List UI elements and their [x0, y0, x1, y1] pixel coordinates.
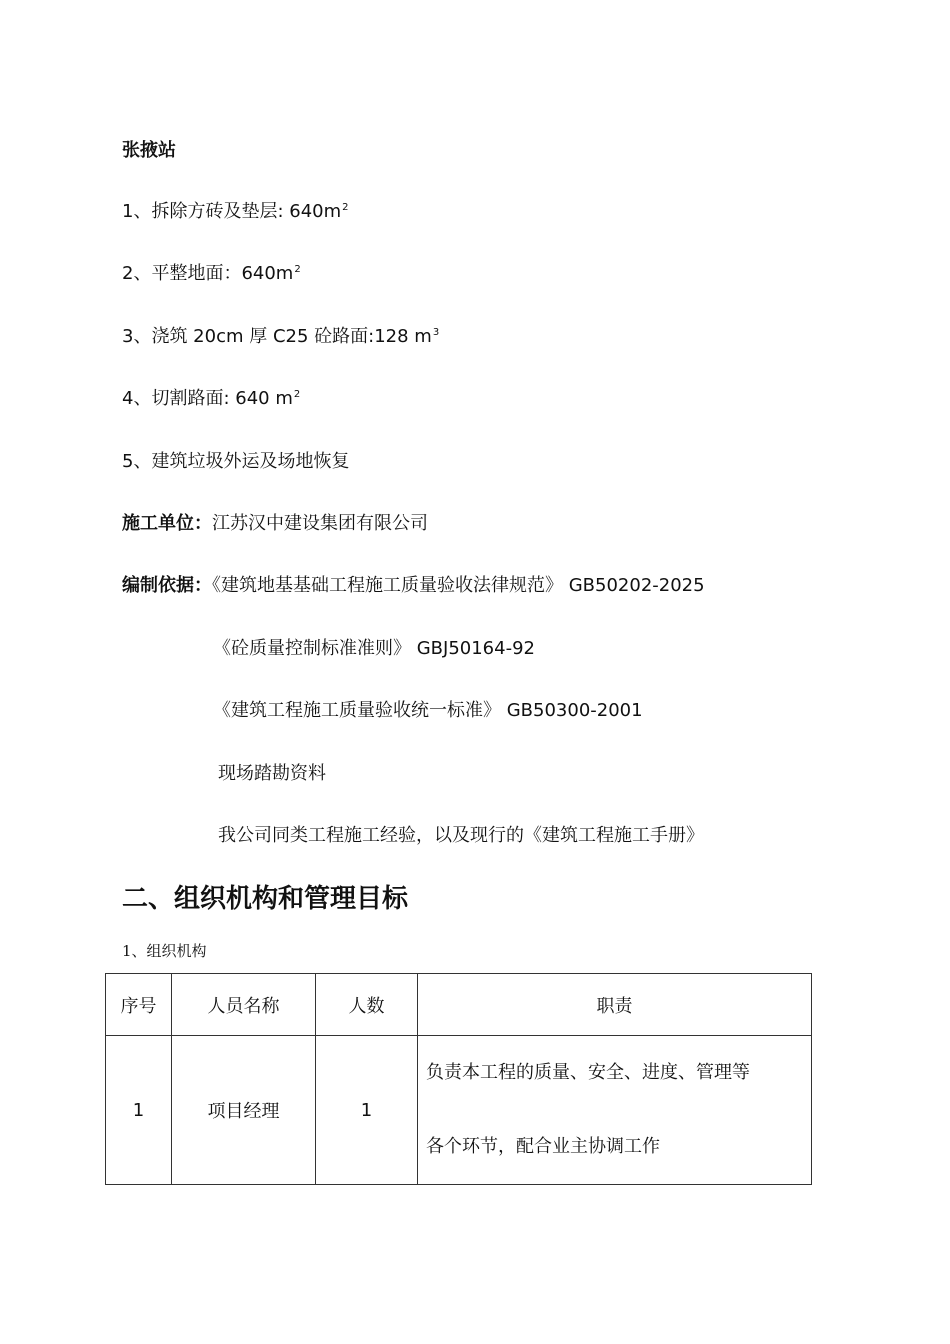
construction-unit	[122, 512, 428, 536]
basis-first	[122, 574, 705, 598]
cell-duty	[418, 1036, 812, 1185]
list-item: 5、建筑垃圾外运及场地恢复	[122, 451, 350, 472]
list-item: 4、切割路面: 640 $m^2$	[122, 388, 301, 409]
basis-entry: 《建筑工程施工质量验收统一标准》 GB50300-2001	[213, 700, 643, 721]
organization-table	[105, 973, 812, 1185]
basis-entry: 《建筑地基基础工程施工质量验收法律规范》 GB50202-2025	[212, 575, 705, 596]
site-title: 张掖站	[122, 140, 176, 161]
header-duty: 职责	[418, 974, 812, 1036]
header-no: 序号	[106, 974, 172, 1036]
basis-entry: 现场踏勘资料	[218, 763, 326, 784]
table-header-row	[106, 974, 812, 1036]
duty-line: 各个环节，配合业主协调工作	[426, 1136, 660, 1157]
construction-unit-value: 江苏汉中建设集团有限公司	[212, 513, 428, 534]
section-heading: 二、组织机构和管理目标	[122, 884, 409, 914]
header-count: 人数	[316, 974, 418, 1036]
list-item: 3、浇筑 20cm 厚 C25 砼路面:128 $m^3$	[122, 326, 440, 347]
duty-line: 负责本工程的质量、安全、进度、管理等	[426, 1062, 750, 1083]
basis-entry: 《砼质量控制标准准则》 GBJ50164-92	[213, 638, 535, 659]
cell-no: 1	[106, 1036, 172, 1185]
list-item: 1、拆除方砖及垫层: $640m^2$	[122, 201, 349, 222]
header-name: 人员名称	[172, 974, 316, 1036]
basis-label: 编制依据：	[122, 575, 212, 596]
cell-name: 项目经理	[172, 1036, 316, 1185]
table-row	[106, 1036, 812, 1185]
basis-entry: 我公司同类工程施工经验，以及现行的《建筑工程施工手册》	[218, 825, 704, 846]
sub-heading: 1、组织机构	[122, 942, 207, 960]
list-item: 2、平整地面：$640m^2$	[122, 263, 301, 284]
cell-count: 1	[316, 1036, 418, 1185]
construction-unit-label: 施工单位：	[122, 513, 212, 534]
